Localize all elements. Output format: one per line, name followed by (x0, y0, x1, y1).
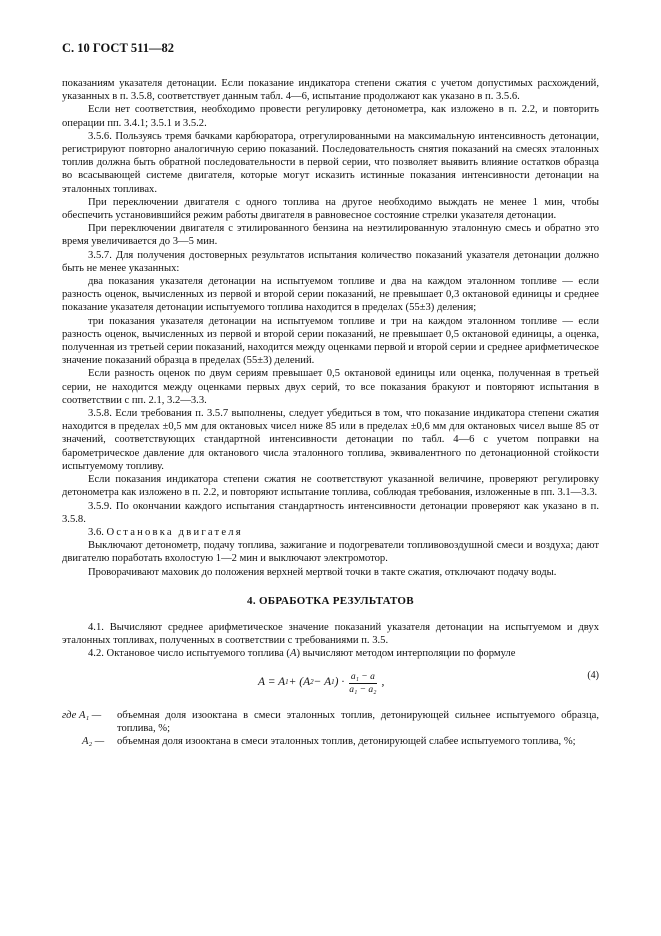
paragraph: два показания указателя детонации на испытуемом топливе и два на каждом эталонном топливе — если разность оценок, вычисленных из первой и второй серии показаний, не превышает 0,3 октановой единицы и среднее показание указателя детонации испытуемого топлива находится в пределах (55±3) деления; (62, 276, 599, 314)
definition-row (62, 709, 599, 735)
section-heading: 4. ОБРАБОТКА РЕЗУЛЬТАТОВ (247, 594, 414, 607)
subsection-heading (62, 526, 599, 539)
paragraph: 4.2. Октановое число испытуемого топлива (A) вычисляют методом интерполяции по формуле (88, 648, 516, 660)
definition-symbol: где A₁ — (62, 709, 102, 721)
paragraph: Проворачивают маховик до положения верхней мертвой точки в такте сжатия, отключают подачу воды. (88, 566, 557, 578)
paragraph: три показания указателя детонации на испытуемом топливе и три на каждом эталонном топливе — если разность оценок, вычисленных из первой и второй серии показаний, не превышает 0,5 октановой единицы, а оценка, полученная из третьей серии показаний, находится между оценками первой и второй серии и среднее арифметическое значение показаний образца в пределах (55±3) делений. (62, 315, 599, 367)
paragraph: Если показания индикатора степени сжатия не соответствуют указанной величине, проверяют регулировку детонометра как изложено в п. 2.2, и повторяют испытание топлива, соблюдая требования, изложенные в пп. 3.1—3.3. (62, 474, 599, 499)
paragraph: Если разность оценок по двум сериям превышает 0,5 октановой единицы или оценка, полученная в третьей серии, не находится между оценками первых двух серий, то все показания бракуют и повторяют испытания в соответствии с пп. 2.1, 3.2—3.3. (62, 368, 599, 406)
definition-text: объемная доля изооктана в смеси эталонных топлив, детонирующей слабее испытуемого топлива, %; (117, 735, 576, 747)
paragraph: показаниям указателя детонации. Если показание индикатора степени сжатия с учетом допустимых расхождений, указанных в п. 3.5.8, соответствует данным табл. 4—6, испытание продолжают как указано в п. 3.5.6. (62, 78, 599, 103)
definition-row (62, 735, 599, 748)
formula-block (62, 667, 599, 703)
paragraph: Выключают детонометр, подачу топлива, зажигание и подогреватели топливовоздушной смеси и воздуха; дают двигателю поработать вхолостую 1—2 мин и выключают электромотор. (62, 540, 599, 565)
paragraph: 3.5.7. Для получения достоверных результатов испытания количество показаний указателя детонации должно быть не менее указанных: (62, 249, 599, 274)
fraction-numerator: a₁ − a (350, 671, 375, 682)
formula-number: (4) (587, 669, 599, 681)
paragraph: 3.5.9. По окончании каждого испытания стандартность интенсивности детонации проверяют как указано в п. 3.5.8. (62, 500, 599, 525)
page-header: С. 10 ГОСТ 511—82 (62, 41, 174, 55)
definitions-list (62, 709, 599, 749)
paragraph: 3.5.6. Пользуясь тремя бачками карбюратора, отрегулированными на максимальную интенсивность детонации, регистрируют повторно аналогичную серию показаний. Последовательность снятия показаний на смесях эталонных топлив должна быть обратной последовательности в первой серии, что позволяет выявить влияние остатков образца во всасывающей системе двигателя, которые могут исказить истинные показания интенсивности детонации на эталонных топливах. (62, 130, 599, 195)
definition-symbol: A₂ — (82, 735, 105, 747)
document-body (62, 77, 599, 748)
paragraph: 3.5.8. Если требования п. 3.5.7 выполнены, следует убедиться в том, что показание индикатора степени сжатия находится в пределах ±0,5 мм для октановых чисел ниже 85 или в пределах ±0,6 мм для октановых чисел выше 85 от значений, соответствующих стандартной интенсивности детонации по табл. 4—6 с учетом поправки на барометрическое давление для октанового числа эталонного топлива, эквивалентного по детонационной стойкости испытуемому топливу. (62, 408, 599, 472)
definition-text: объемная доля изооктана в смеси эталонных топлив, детонирующей сильнее испытуемого образца, топлива, %; (117, 709, 599, 734)
paragraph: 4.1. Вычисляют среднее арифметическое значение показаний указателя детонации на испытуемом и двух эталонных топливах, полученных в соответствии с требованиями п. 3.5. (62, 621, 599, 647)
subsection-title: Остановка двигателя (106, 526, 243, 538)
fraction-denominator: a₁ − a₂ (349, 684, 377, 695)
paragraph: При переключении двигателя с этилированного бензина на неэтилированную эталонную смесь и обратно это время увеличивается до 3—5 мин. (62, 223, 599, 248)
paragraph: Если нет соответствия, необходимо провести регулировку детонометра, как изложено в п. 2.2, и повторить операции пп. 3.4.1; 3.5.1 и 3.5.2. (62, 104, 599, 129)
formula-fraction (347, 671, 378, 696)
paragraph: При переключении двигателя с одного топлива на другое необходимо выждать не менее 1 мин, чтобы обеспечить установившийся режим работы двигателя в равновесное состояние стрелки указателя детонации. (62, 196, 599, 222)
subsection-number: 3.6. (88, 526, 104, 538)
formula: A = A 1 + (A 2 − A 1 ) · $\frac{\text{a₁ − a}}{\text{a₁ − a₂}}$ , (258, 671, 385, 695)
